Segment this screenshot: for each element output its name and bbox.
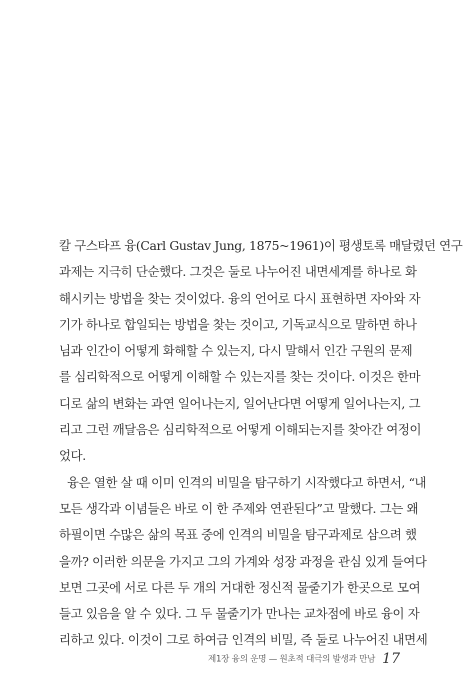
paragraph-1: [59, 233, 463, 470]
text-line: 과제는 지극히 단순했다. 그것은 둘로 나누어진 내면세계를 하나로 화: [59, 264, 417, 280]
running-head: 제1장 융의 운명 — 원초적 대극의 발생과 만남: [207, 654, 376, 665]
paragraph-2: [59, 470, 428, 654]
text-line: 님과 인간이 어떻게 화해할 수 있는지, 다시 말해서 인간 구원의 문제: [59, 343, 413, 359]
page-footer: [0, 648, 400, 670]
text-line: 리고 그런 깨달음은 심리학적으로 어떻게 이해되는지를 찾아간 여정이: [59, 422, 422, 438]
text-line: 를 심리학적으로 어떻게 이해할 수 있는지를 찾는 것이다. 이것은 한마: [59, 369, 421, 385]
text-line: 을까? 이러한 의문을 가지고 그의 가계와 성장 과정을 관심 있게 들여다: [59, 553, 427, 569]
text-line: 었다.: [59, 448, 86, 464]
text-line: 들고 있음을 알 수 있다. 그 두 물줄기가 만나는 교차점에 바로 융이 자: [59, 606, 420, 622]
text-line: 디로 삶의 변화는 과연 일어나는지, 일어난다면 어떻게 일어나는지, 그: [59, 395, 421, 411]
text-line: 해시키는 방법을 찾는 것이었다. 융의 언어로 다시 표현하면 자아와 자: [59, 290, 421, 306]
text-line: 칼 구스타프 융(Carl Gustav Jung, 1875~1961)이 평생토록 매달렸던 연구: [59, 238, 463, 253]
page-number: 17: [382, 650, 400, 667]
text-line: 하필이면 수많은 삶의 목표 중에 인격의 비밀을 탐구과제로 삼으려 했: [59, 527, 417, 543]
text-line: 융은 열한 살 때 이미 인격의 비밀을 탐구하기 시작했다고 하면서, “내: [67, 474, 427, 490]
text-line: 모든 생각과 이념들은 바로 이 한 주제와 연관된다”고 말했다. 그는 왜: [59, 500, 419, 516]
text-line: 리하고 있다. 이것이 그로 하여금 인격의 비밀, 즉 둘로 나누어진 내면세: [59, 632, 428, 648]
text-line: 보면 그곳에 서로 다른 두 개의 거대한 정신적 물줄기가 한곳으로 모여: [59, 579, 421, 595]
text-line: 기가 하나로 합일되는 방법을 찾는 것이고, 기독교식으로 말하면 하나: [59, 316, 417, 332]
body-text: [59, 233, 463, 654]
